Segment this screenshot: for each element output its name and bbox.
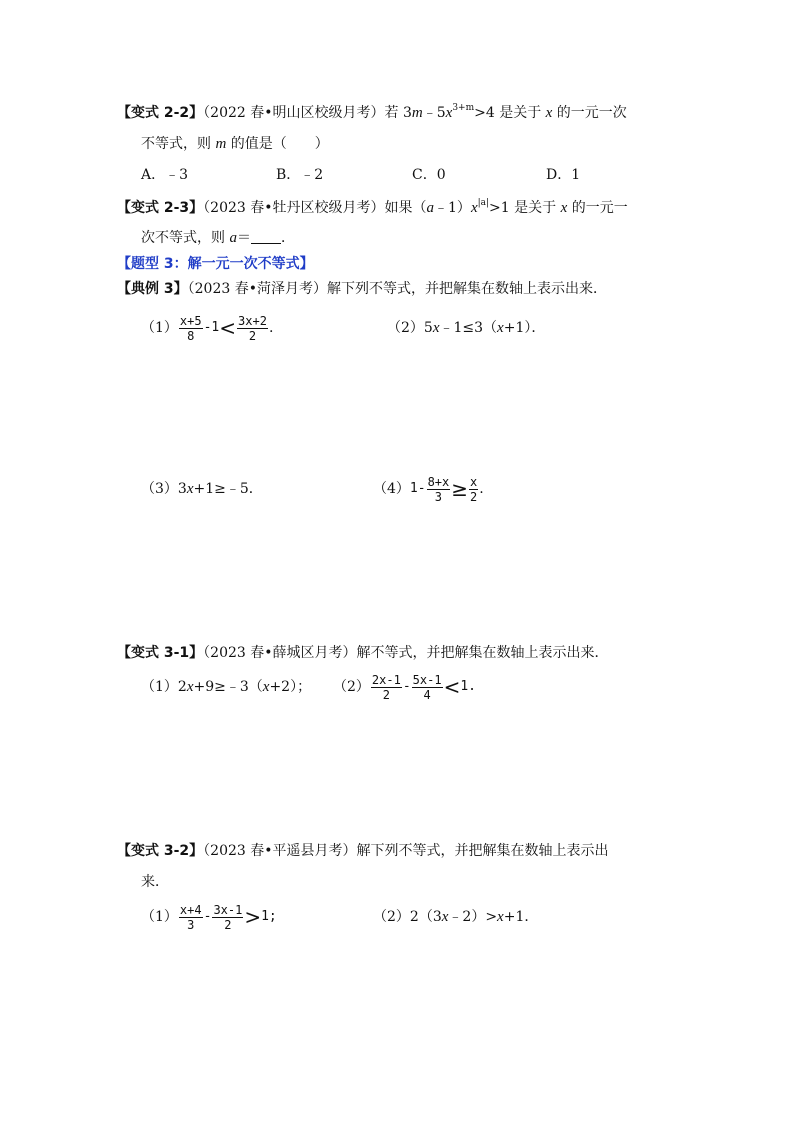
fraction: $\frac{5x-1}{4}$ (412, 672, 442, 702)
variant-3-2-line2: 来． (141, 874, 169, 890)
example-3-part2: （2）5x﹣1≤3（x+1）． (387, 320, 546, 336)
example-3-part4: （4）1- $\frac{8+x}{3}$ ≥ $\frac{x}{2}$ . (373, 474, 484, 504)
example-3-part3: （3）3x+1≥﹣5． (141, 481, 263, 497)
option-a: A．﹣3 (141, 167, 189, 183)
example-3-line1: 【典例 3】（2023 春•菏泽月考）解下列不等式，并把解集在数轴上表示出来． (117, 281, 607, 297)
variant-2-3-line1: 【变式 2-3】（2023 春•牡丹区校级月考）如果$(a﹣1)x^{|a|}>1$ 是关于 x 的一元一 (117, 198, 628, 216)
variant-2-3-tag: 【变式 2-3】 (117, 200, 204, 216)
option-b: B．﹣2 (276, 167, 324, 183)
variant-2-2-line2: 不等式，则 m 的值是（ ） (141, 136, 329, 152)
fraction: $\frac{x+5}{8}$ (179, 313, 202, 343)
variant-3-2-line1: 【变式 3-2】（2023 春•平遥县月考）解下列不等式，并把解集在数轴上表示出 (117, 843, 609, 859)
option-d: D．1 (546, 167, 581, 183)
variant-3-2-part2: （2）2（3x﹣2）>x+1． (373, 909, 539, 925)
variant-2-2-tag: 【变式 2-2】 (117, 105, 204, 121)
variant-3-1-line1: 【变式 3-1】（2023 春•薛城区月考）解不等式，并把解集在数轴上表示出来． (117, 645, 609, 661)
variant-2-2-options (0, 165, 794, 185)
fraction: $\frac{8+x}{3}$ (427, 474, 450, 504)
variant-3-2-part1: （1） $\frac{x+4}{3}$ - $\frac{3x-1}{2}$ >1; (141, 902, 277, 932)
fraction: $\frac{x}{2}$ (470, 474, 478, 504)
variant-2-3-line2: 次不等式，则 a＝ ． (141, 230, 295, 246)
variant-2-2-line1: 【变式 2-2】（2022 春•明山区校级月考）若 $3m﹣5x^{3+m}>4$ 是关于 x 的一元一次 (117, 103, 627, 121)
option-c: C．0 (412, 167, 446, 183)
fraction: $\frac{x+4}{3}$ (179, 902, 202, 932)
variant-3-2-tag: 【变式 3-2】 (117, 843, 204, 859)
example-3-tag: 【典例 3】 (117, 281, 188, 297)
variant-3-1-tag: 【变式 3-1】 (117, 645, 204, 661)
variant-3-1-part2: （2） $\frac{2x-1}{2}$ - $\frac{5x-1}{4}$ <1. (333, 672, 476, 702)
variant-3-1-part1: （1）2x+9≥﹣3（x+2）； (141, 679, 312, 695)
answer-blank (251, 229, 281, 244)
fraction: $\frac{2x-1}{2}$ (371, 672, 401, 702)
section-heading-3: 【题型 3：解一元一次不等式】 (117, 256, 314, 272)
fraction: $\frac{3x-1}{2}$ (213, 902, 243, 932)
example-3-part1: （1） $\frac{x+5}{8}$ -1< $\frac{3x+2}{2}$ . (141, 313, 274, 343)
fraction: $\frac{3x+2}{2}$ (238, 313, 267, 343)
